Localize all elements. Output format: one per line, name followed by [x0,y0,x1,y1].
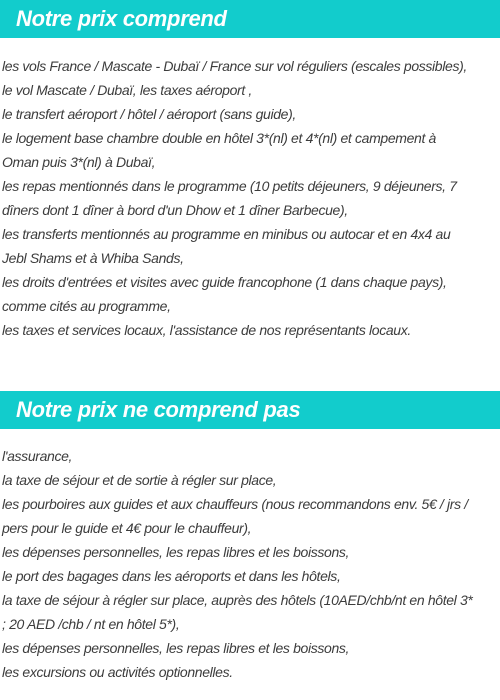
included-line: le logement base chambre double en hôtel 3*(nl) et 4*(nl) et campement à [2,130,436,146]
included-line: le transfert aéroport / hôtel / aéroport (sans guide), [2,106,296,122]
included-list [2,54,499,342]
included-line: Oman puis 3*(nl) à Dubaï, [2,154,156,170]
excluded-line: ; 20 AED /chb / nt en hôtel 5*), [2,616,180,632]
included-line: comme cités au programme, [2,298,171,314]
excluded-line: pers pour le guide et 4€ pour le chauffeur), [2,520,252,536]
excluded-line: les pourboires aux guides et aux chauffeurs (nous recommandons env. 5€ / jrs / [2,496,468,512]
included-line: Jebl Shams et à Whiba Sands, [2,250,184,266]
excluded-line: les dépenses personnelles, les repas libres et les boissons, [2,640,350,656]
included-header [0,0,500,38]
included-line: les repas mentionnés dans le programme (10 petits déjeuners, 9 déjeuners, 7 [2,178,457,194]
included-line: les vols France / Mascate - Dubaï / France sur vol réguliers (escales possibles), [2,58,467,74]
excluded-header [0,391,500,429]
included-line: les transferts mentionnés au programme en minibus ou autocar et en 4x4 au [2,226,451,242]
excluded-title: Notre prix ne comprend pas [16,397,301,422]
excluded-line: la taxe de séjour à régler sur place, auprès des hôtels (10AED/chb/nt en hôtel 3* [2,592,473,608]
included-line: les taxes et services locaux, l'assistance de nos représentants locaux. [2,322,411,338]
excluded-line: les dépenses personnelles, les repas libres et les boissons, [2,544,350,560]
excluded-list [2,444,499,684]
excluded-line: le port des bagages dans les aéroports et dans les hôtels, [2,568,341,584]
excluded-line: l'assurance, [2,448,73,464]
included-line: le vol Mascate / Dubaï, les taxes aéroport , [2,82,252,98]
included-line: les droits d'entrées et visites avec guide francophone (1 dans chaque pays), [2,274,447,290]
included-title: Notre prix comprend [16,6,227,31]
included-line: dîners dont 1 dîner à bord d'un Dhow et 1 dîner Barbecue), [2,202,348,218]
excluded-line: les excursions ou activités optionnelles. [2,664,233,680]
excluded-line: la taxe de séjour et de sortie à régler sur place, [2,472,277,488]
